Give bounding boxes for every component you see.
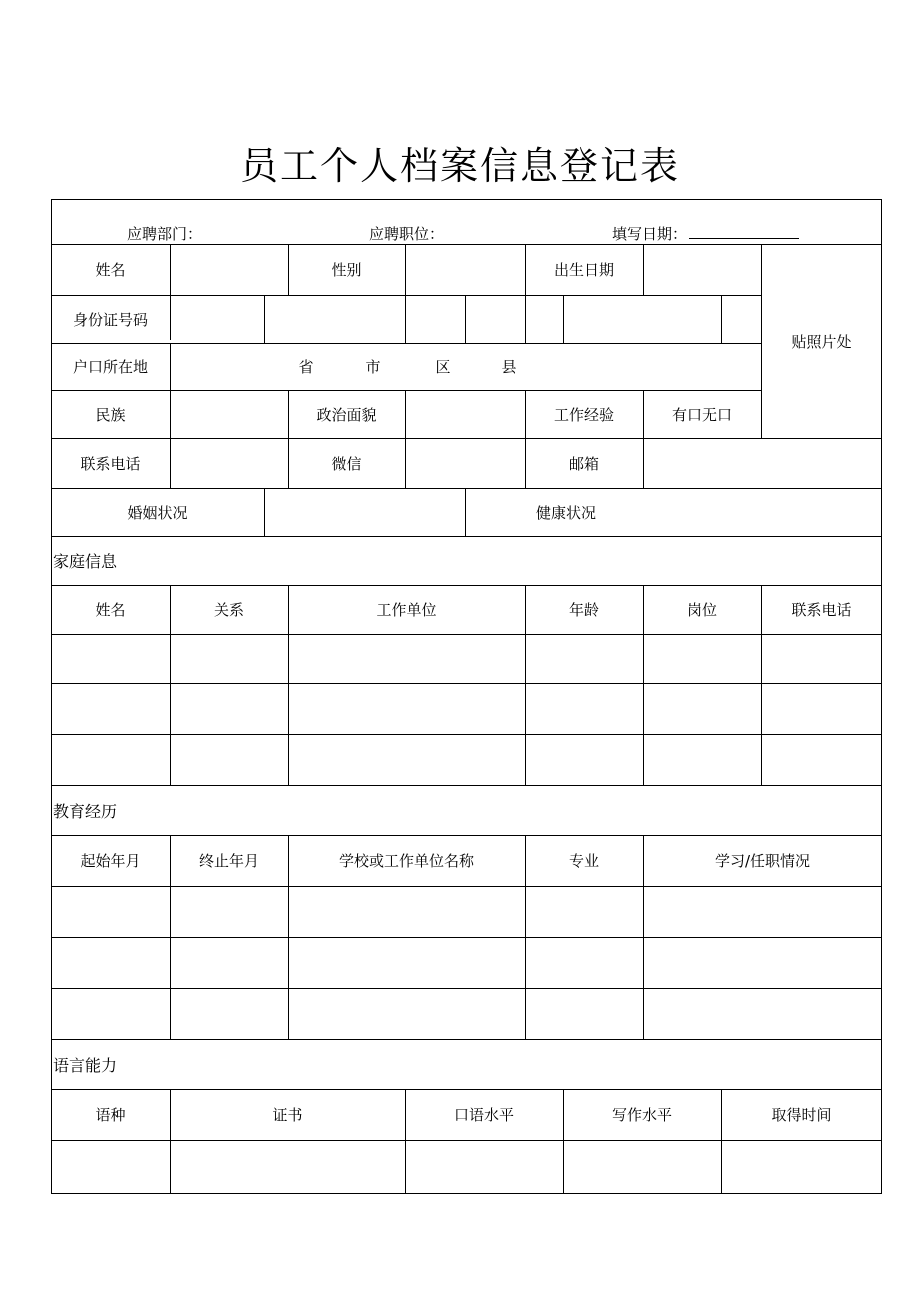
family-row[interactable] [52, 635, 881, 684]
family-section-title: 家庭信息 [53, 552, 118, 571]
province-label: 省 [298, 358, 314, 376]
edu-col-major: 专业 [568, 852, 599, 870]
date-label-text: 填写日期： [612, 225, 688, 243]
education-row[interactable] [52, 938, 881, 988]
work-experience-label: 工作经验 [553, 405, 614, 424]
name-label: 姓名 [95, 261, 126, 279]
lang-col-certificate: 证书 [272, 1106, 303, 1124]
political-status-input[interactable] [406, 391, 525, 438]
rule [51, 536, 882, 537]
city-label: 市 [365, 358, 381, 376]
family-col-post: 岗位 [686, 601, 717, 619]
id-number-input[interactable] [171, 296, 761, 343]
ethnicity-label: 民族 [95, 405, 126, 424]
email-label: 邮箱 [568, 454, 599, 473]
edu-col-end: 终止年月 [198, 852, 259, 870]
political-status-label: 政治面貌 [316, 405, 377, 424]
district-label: 区 [435, 358, 451, 376]
family-col-phone: 联系电话 [791, 601, 852, 619]
education-section-title: 教育经历 [53, 801, 118, 821]
lang-col-language: 语种 [95, 1106, 126, 1124]
family-row[interactable] [52, 684, 881, 734]
family-row[interactable] [52, 735, 881, 785]
wechat-label: 微信 [331, 454, 362, 473]
education-row[interactable] [52, 989, 881, 1039]
lang-col-writing: 写作水平 [611, 1106, 672, 1124]
health-status-label: 健康状况 [535, 503, 596, 522]
lang-col-date: 取得时间 [771, 1106, 832, 1124]
birth-date-label: 出生日期 [553, 261, 614, 279]
work-experience-options[interactable]: 有口无口 [671, 405, 732, 424]
rule [51, 1039, 882, 1040]
name-input[interactable] [171, 245, 288, 295]
edu-col-role: 学习/任职情况 [714, 852, 811, 870]
rule [51, 785, 882, 786]
phone-label: 联系电话 [80, 454, 141, 473]
family-col-relation: 关系 [213, 601, 244, 619]
edu-col-school: 学校或工作单位名称 [338, 852, 474, 870]
family-col-employer: 工作单位 [376, 601, 437, 619]
family-col-age: 年龄 [568, 601, 599, 619]
family-col-name: 姓名 [95, 601, 126, 619]
position-label: 应聘职位： [369, 225, 445, 243]
email-input[interactable] [644, 439, 881, 488]
date-label [612, 223, 799, 244]
marital-status-input[interactable] [265, 489, 465, 536]
county-label: 县 [501, 358, 517, 376]
gender-input[interactable] [406, 245, 525, 295]
lang-col-oral: 口语水平 [453, 1106, 514, 1124]
page-title: 员工个人档案信息登记表 [239, 144, 680, 188]
ethnicity-input[interactable] [171, 391, 288, 438]
department-label: 应聘部门： [127, 225, 203, 243]
wechat-input[interactable] [406, 439, 525, 488]
language-section-title: 语言能力 [53, 1055, 118, 1075]
birth-date-input[interactable] [644, 245, 761, 295]
phone-input[interactable] [171, 439, 288, 488]
registration-form [51, 199, 882, 1194]
photo-placeholder[interactable]: 贴照片处 [791, 332, 852, 351]
gender-label: 性别 [331, 261, 362, 279]
education-row[interactable] [52, 887, 881, 937]
date-input[interactable] [689, 224, 799, 239]
id-number-label: 身份证号码 [72, 310, 148, 329]
language-row[interactable] [52, 1141, 881, 1193]
edu-col-start: 起始年月 [80, 852, 141, 870]
hukou-label: 户口所在地 [72, 358, 148, 376]
marital-status-label: 婚姻状况 [127, 503, 188, 522]
